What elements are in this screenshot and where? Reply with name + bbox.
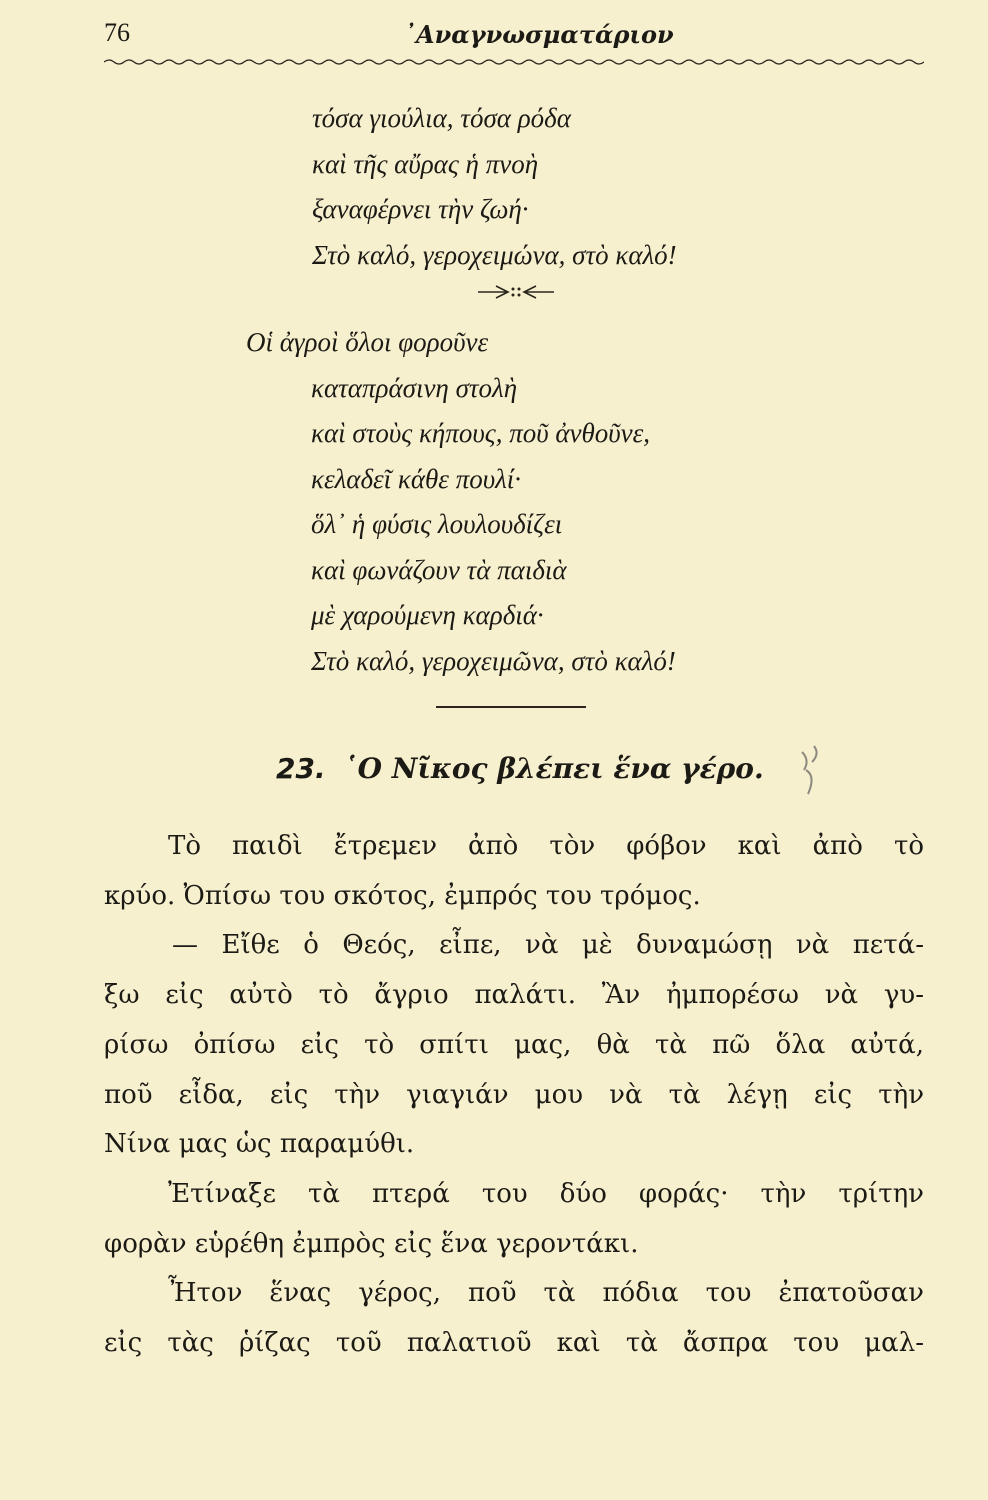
paragraph xyxy=(104,921,924,1170)
verse-line: Οἱ ἀγροὶ ὅλοι φοροῦνε xyxy=(246,327,489,357)
section-heading xyxy=(276,752,764,785)
verse-line: ὅλ᾿ ἡ φύσις λουλουδίζει xyxy=(311,509,563,539)
text-line: Νίνα μας ὡς παραμύθι. xyxy=(104,1129,415,1160)
page-header xyxy=(104,18,924,58)
prose-body xyxy=(104,822,924,1369)
text-line: ποῦ εἶδα, εἰς τὴν γιαγιάν μου νὰ τὰ λέγῃ εἰς τὴν xyxy=(104,1079,924,1110)
text-line: Ἦτον ἕνας γέρος, ποῦ τὰ πόδια του ἐπατοῦσαν xyxy=(168,1278,924,1309)
paragraph xyxy=(104,1269,924,1368)
section-divider xyxy=(436,706,586,708)
stanza-ornament xyxy=(476,283,556,301)
verse-line: καταπράσινη στολὴ xyxy=(311,372,518,403)
verse-line: κελαδεῖ κάθε πουλί· xyxy=(311,463,522,494)
text-line: φορὰν εὑρέθη ἐμπρὸς εἰς ἕνα γεροντάκι. xyxy=(104,1228,639,1259)
verse-line: Στὸ καλό, γεροχειμώνα, στὸ καλό! xyxy=(312,239,677,270)
verse-stanza-2 xyxy=(246,320,676,684)
verse-line: καὶ στοὺς κήπους, ποῦ ἀνθοῦνε, xyxy=(311,418,651,448)
verse-line: καὶ φωνάζουν τὰ παιδιὰ xyxy=(311,554,567,585)
text-line: — Εἴθε ὁ Θεός, εἶπε, νὰ μὲ δυναμώσῃ νὰ πετά- xyxy=(172,930,924,961)
section-number: 23. xyxy=(276,752,326,785)
verse-line: ξαναφέρνει τὴν ζωή· xyxy=(312,194,529,224)
text-line: ρίσω ὀπίσω εἰς τὸ σπίτι μας, θὰ τὰ πῶ ὅλα αὐτά, xyxy=(104,1029,924,1060)
paragraph xyxy=(104,822,924,921)
text-line: ξω εἰς αὐτὸ τὸ ἄγριο παλάτι. Ἂν ἠμπορέσω νὰ γυ- xyxy=(104,980,924,1011)
header-wavy-rule xyxy=(104,58,924,66)
pencil-mark xyxy=(790,740,830,800)
verse-stanza-1 xyxy=(312,96,677,278)
text-line: Ἐτίναξε τὰ πτερά του δύο φοράς· τὴν τρίτην xyxy=(168,1178,924,1209)
text-line: κρύο. Ὀπίσω του σκότος, ἐμπρός του τρόμος. xyxy=(104,880,701,911)
text-line: εἰς τὰς ῥίζας τοῦ παλατιοῦ καὶ τὰ ἄσπρα του μαλ- xyxy=(104,1328,924,1359)
paragraph xyxy=(104,1170,924,1269)
verse-line: Στὸ καλό, γεροχειμῶνα, στὸ καλό! xyxy=(311,645,676,676)
verse-line: τόσα γιούλια, τόσα ρόδα xyxy=(312,103,571,133)
page-number: 76 xyxy=(104,18,130,47)
verse-line: μὲ χαρούμενη καρδιά· xyxy=(311,600,544,630)
running-head: ᾿Αναγνωσματάριον xyxy=(404,20,674,49)
text-line: Τὸ παιδὶ ἔτρεμεν ἀπὸ τὸν φόβον καὶ ἀπὸ τὸ xyxy=(168,831,924,861)
section-title-text: ῾Ο Νῖκος βλέπει ἕνα γέρο. xyxy=(343,752,764,785)
verse-line: καὶ τῆς αὔρας ἡ πνοὴ xyxy=(312,148,539,179)
